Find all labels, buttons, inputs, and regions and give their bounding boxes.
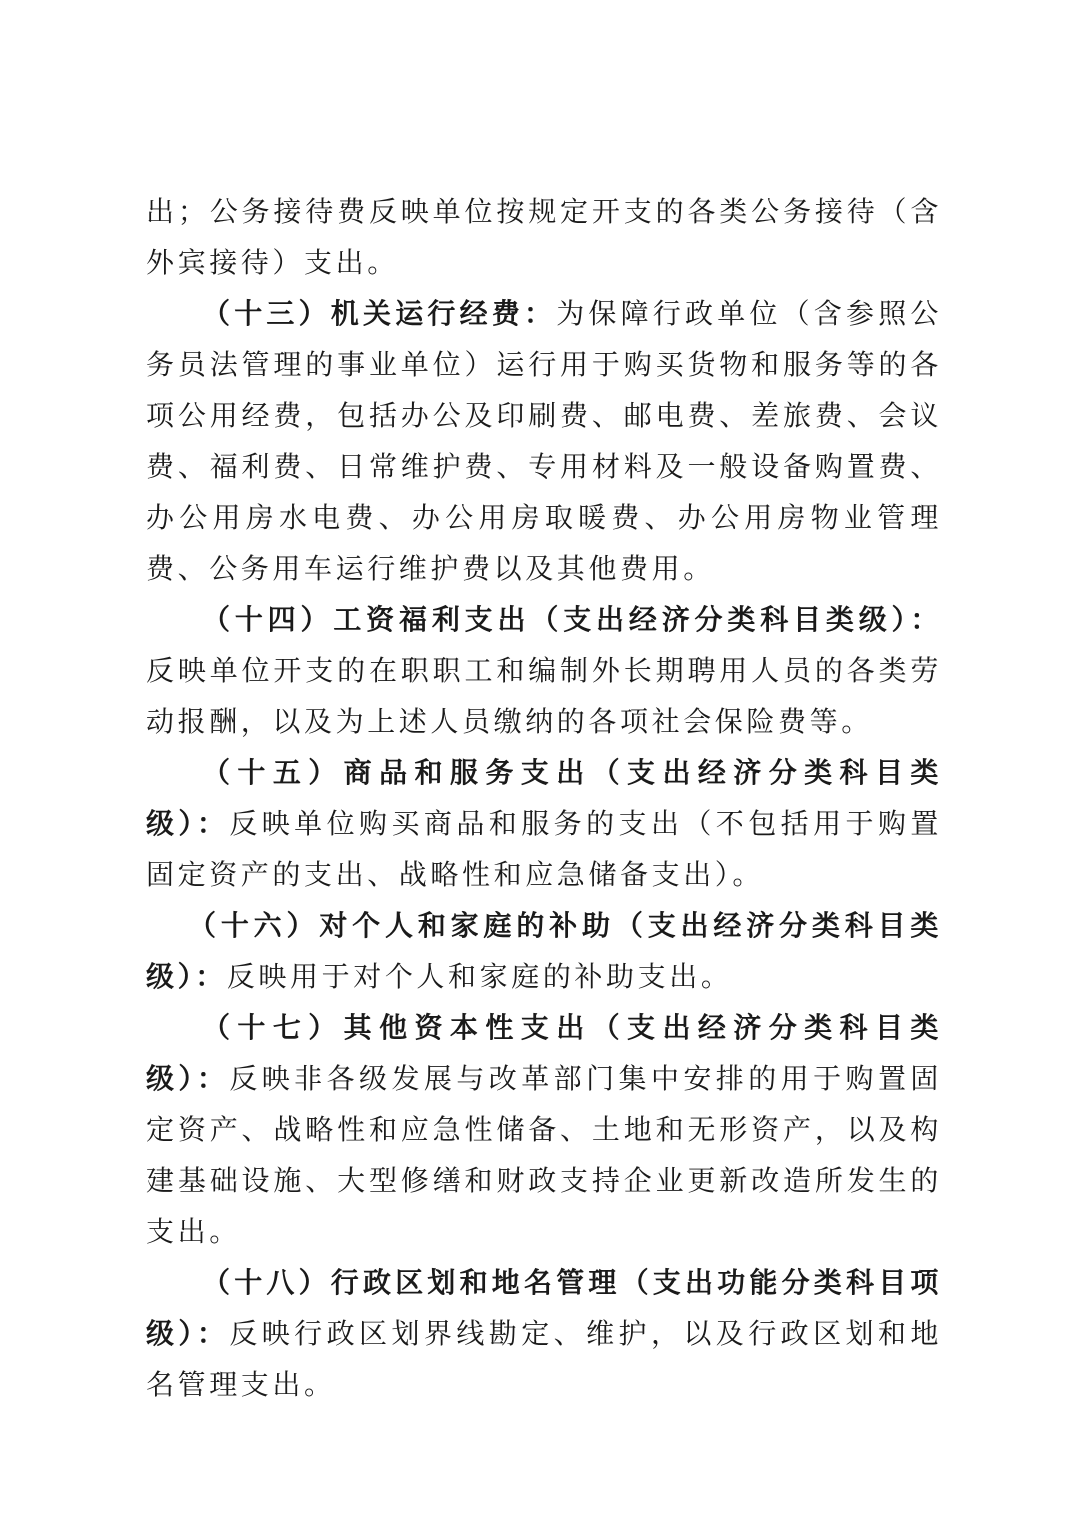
document-body xyxy=(146,186,942,1410)
paragraph-heading: （十七）其他资本性支出（支出经济分类科目类级）： xyxy=(146,1011,942,1095)
paragraph-heading: （十四）工资福利支出（支出经济分类科目类级）： xyxy=(202,603,942,636)
paragraph-text: 反映行政区划界线勘定、维护，以及行政区划和地名管理支出。 xyxy=(146,1317,943,1401)
paragraph-text: 反映单位购买商品和服务的支出（不包括用于购置固定资产的支出、战略性和应急储备支出）。 xyxy=(146,807,943,891)
paragraph-heading: （十八）行政区划和地名管理（支出功能分类科目项级）： xyxy=(146,1266,942,1350)
paragraph-18 xyxy=(146,1257,942,1410)
paragraph-13 xyxy=(146,288,942,594)
paragraph-text: 反映用于对个人和家庭的补助支出。 xyxy=(226,960,733,993)
paragraph-14 xyxy=(146,594,942,747)
paragraph-heading: （十六）对个人和家庭的补助（支出经济分类科目类级）： xyxy=(146,909,942,993)
paragraph-heading: （十五）商品和服务支出（支出经济分类科目类级）： xyxy=(146,756,942,840)
paragraph-15 xyxy=(146,747,942,900)
paragraph-16 xyxy=(146,900,942,1002)
paragraph-17 xyxy=(146,1002,942,1257)
paragraph-text: 为保障行政单位（含参照公务员法管理的事业单位）运行用于购买货物和服务等的各项公用经费，包括办公及印刷费、邮电费、差旅费、会议费、福利费、日常维护费、专用材料及一般设备购置费、办公用房水电费、办公用房取暖费、办公用房物业管理费、公务用车运行维护费以及其他费用。 xyxy=(146,297,942,585)
paragraph-text: 出；公务接待费反映单位按规定开支的各类公务接待（含外宾接待）支出。 xyxy=(146,195,942,279)
paragraph-continuation xyxy=(146,186,942,288)
paragraph-heading: （十三）机关运行经费： xyxy=(202,297,557,330)
paragraph-text: 反映单位开支的在职职工和编制外长期聘用人员的各类劳动报酬，以及为上述人员缴纳的各项社会保险费等。 xyxy=(146,654,942,738)
paragraph-text: 反映非各级发展与改革部门集中安排的用于购置固定资产、战略性和应急性储备、土地和无形资产，以及构建基础设施、大型修缮和财政支持企业更新改造所发生的支出。 xyxy=(146,1062,943,1248)
